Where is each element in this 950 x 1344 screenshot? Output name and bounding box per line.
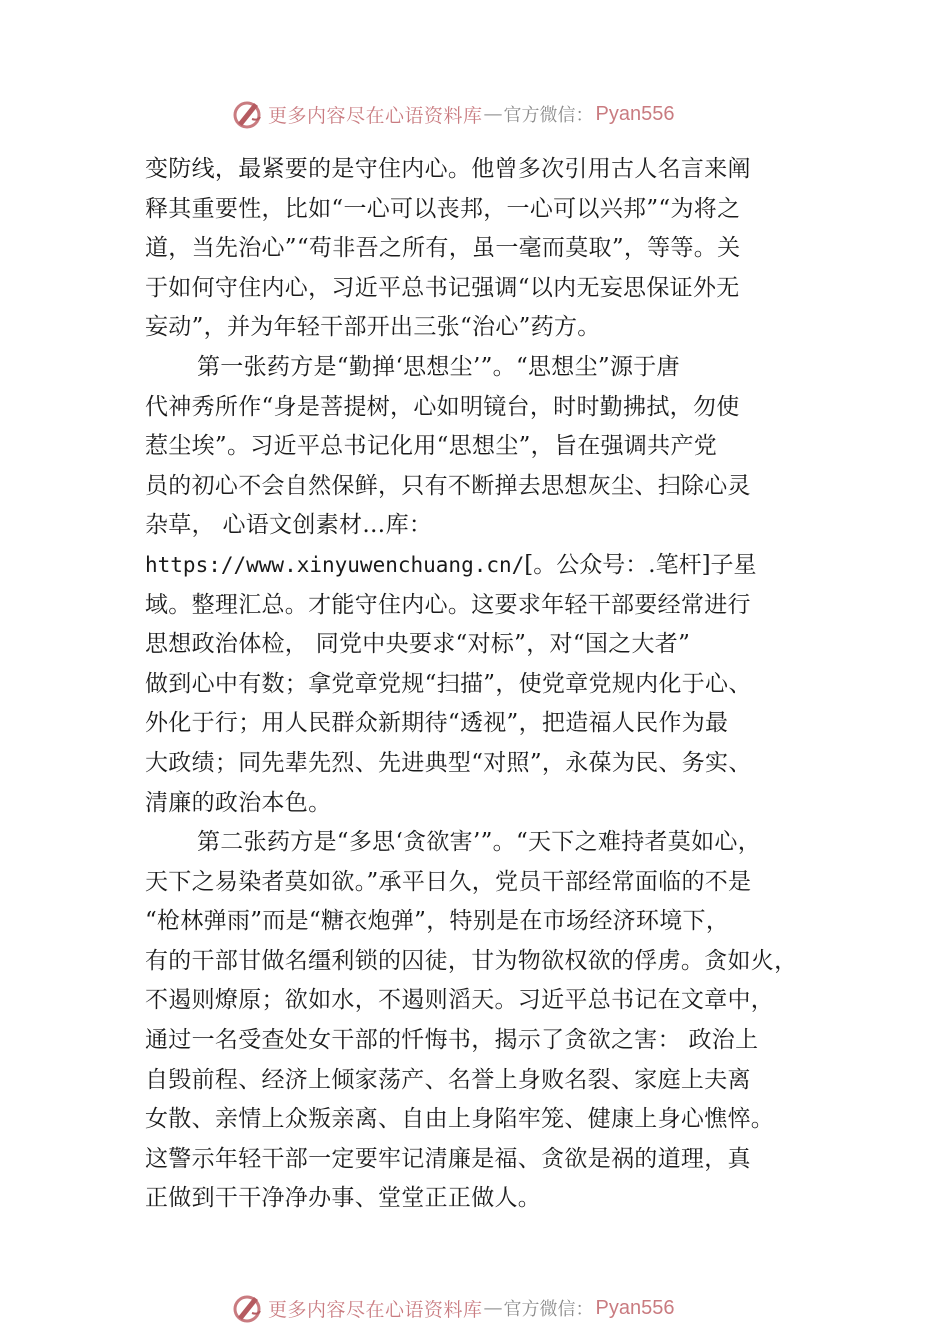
text-line: 正做到干干净净办事、堂堂正正做人。 (145, 1185, 542, 1212)
text-line: 思想政治体检， 同党中央要求“对标”，对“国之大者” (145, 631, 691, 658)
text-line: 通过一名受查处女干部的忏悔书，揭示了贪欲之害： 政治上 (145, 1027, 759, 1054)
text-line: 惹尘埃”。习近平总书记化用“思想尘”，旨在强调共产党 (145, 433, 718, 460)
text-line: 大政绩；同先辈先烈、先进典型“对照”，永葆为民、务实、 (145, 749, 752, 776)
header-brand-text: 更多内容尽在心语资料库 (268, 104, 483, 127)
footer-dash: — (483, 1297, 503, 1319)
header-wechat-label: 官方微信： (503, 105, 594, 126)
paragraph-start-line: 第二张药方是“多思‘贪欲害’”。“天下之难持者莫如心， (197, 829, 761, 856)
footer-brand-text: 更多内容尽在心语资料库 (268, 1298, 483, 1321)
url-text: https://www.xinyuwenchuang.cn/ (145, 552, 525, 577)
text-line: 于如何守住内心，习近平总书记强调“以内无妄思保证外无 (145, 274, 740, 301)
url-line (145, 546, 825, 586)
paragraph-start-line: 第一张药方是“勤掸‘思想尘’”。“思想尘”源于唐 (197, 353, 680, 380)
text-line: “枪林弹雨”而是“糖衣炮弹”，特别是在市场经济环境下， (145, 908, 730, 935)
text-line: 做到心中有数；拿党章党规“扫描”，使党章党规内化于心、 (145, 670, 752, 697)
header-dash: — (483, 103, 503, 125)
text-line: 变防线，最紧要的是守住内心。他曾多次引用古人名言来阐 (145, 156, 751, 182)
text-fragment: [。公众号：.笔杆]子星 (524, 551, 757, 578)
header-banner (230, 96, 750, 132)
text-line: 代神秀所作“身是菩提树，心如明镜台，时时勤拂拭，勿使 (145, 393, 740, 420)
text-line: 杂草， 心语文创素材…库： (145, 512, 433, 539)
footer-banner (230, 1290, 750, 1326)
text-line: 不遏则燎原；欲如水，不遏则滔天。习近平总书记在文章中， (145, 987, 775, 1014)
text-line: 这警示年轻干部一定要牢记清廉是福、贪欲是祸的道理，真 (145, 1145, 751, 1172)
brush-logo-icon (230, 1291, 264, 1325)
document-body (145, 150, 825, 1219)
text-line: 释其重要性，比如“一心可以丧邦，一心可以兴邦”“为将之 (145, 195, 741, 222)
text-line: 域。整理汇总。才能守住内心。这要求年轻干部要经常进行 (145, 591, 751, 618)
footer-wechat-label: 官方微信： (503, 1299, 594, 1320)
header-wechat-id: Pyan556 (595, 102, 675, 125)
text-line: 员的初心不会自然保鲜，只有不断掸去思想灰尘、扫除心灵 (145, 472, 751, 499)
text-line: 天下之易染者莫如欲。”承平日久，党员干部经常面临的不是 (145, 868, 752, 895)
text-line: 女散、亲情上众叛亲离、自由上身陷牢笼、健康上身心憔悴。 (145, 1106, 775, 1133)
text-line: 清廉的政治本色。 (145, 789, 332, 816)
text-line: 自毁前程、经济上倾家荡产、名誉上身败名裂、家庭上夫离 (145, 1066, 751, 1093)
footer-wechat-id: Pyan556 (595, 1296, 675, 1319)
text-line: 外化于行；用人民群众新期待“透视”，把造福人民作为最 (145, 710, 729, 737)
text-line: 有的干部甘做名缰利锁的囚徒，甘为物欲权欲的俘虏。贪如火， (145, 947, 798, 974)
brush-logo-icon (230, 97, 264, 131)
text-line: 妄动”，并为年轻干部开出三张“治心”药方。 (145, 314, 601, 341)
text-line: 道，当先治心”“苟非吾之所有，虽一毫而莫取”，等等。关 (145, 235, 741, 262)
